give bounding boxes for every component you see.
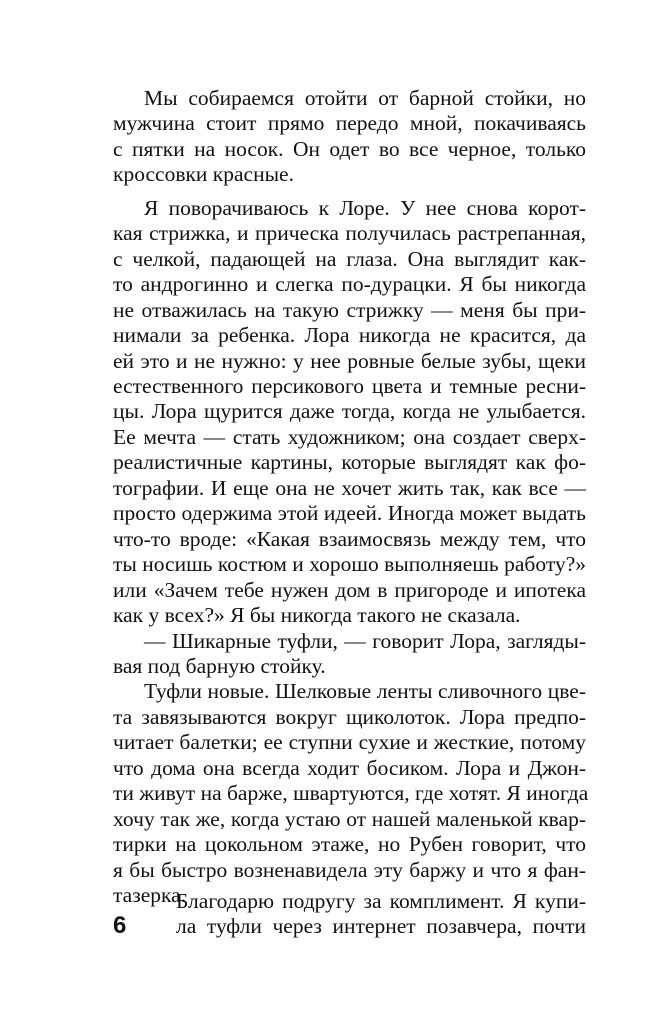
- text-line: с челкой, падающей на глаза. Она выглядит как-: [113, 246, 586, 271]
- text-line: кая стрижка, и прическа получилась растрепанная,: [113, 221, 586, 246]
- text-line: мужчина стоит прямо передо мной, покачиваясь: [113, 111, 586, 136]
- text-line: вая под барную стойку.: [113, 653, 326, 678]
- text-line: что дома она всегда ходит босиком. Лора и Джон-: [113, 755, 586, 780]
- text-line: читает балетки; ее ступни сухие и жесткие, потому: [113, 730, 586, 755]
- text-line: Ее мечта — стать художником; она создает сверх-: [113, 424, 586, 449]
- text-line: ей это и не нужно: у нее ровные белые зубы, щеки: [113, 348, 586, 373]
- text-line: естественного персикового цвета и темные ресни-: [113, 373, 586, 398]
- text-line: тазерка.: [113, 883, 187, 908]
- text-line: Благодарю подругу за комплимент. Я купи-: [176, 889, 586, 913]
- text-line: просто одержима этой идеей. Иногда может выдать: [113, 501, 586, 526]
- text-line: с пятки на носок. Он одет во все черное, только: [113, 136, 586, 161]
- text-line: реалистичные картины, которые выглядят как фо-: [113, 450, 586, 475]
- paragraph-1: [113, 86, 586, 188]
- text-line: Мы собираемся отойти от барной стойки, но: [144, 86, 586, 110]
- page-number: 6: [113, 912, 127, 939]
- paragraph-3-dialogue: [113, 629, 586, 680]
- text-line: что-то вроде: «Какая взаимосвязь между тем, что: [113, 526, 586, 551]
- paragraph-5-continued: [176, 889, 586, 940]
- text-line: я бы быстро возненавидела эту баржу и что я фан-: [113, 857, 586, 882]
- text-line: — Шикарные туфли, — говорит Лора, загляды-: [144, 628, 586, 653]
- text-line: тографии. И еще она не хочет жить так, как все —: [113, 475, 586, 500]
- text-line: цы. Лора щурится даже тогда, когда не улыбается.: [113, 399, 586, 424]
- page-body-text: [113, 86, 589, 909]
- text-line: нимали за ребенка. Лора никогда не красится, да: [113, 323, 586, 348]
- text-line: тирки на цокольном этаже, но Рубен говорит, что: [113, 832, 586, 857]
- text-line: ты носишь костюм и хорошо выполняешь работу?»: [113, 552, 586, 577]
- text-line: Туфли новые. Шелковые ленты сливочного цве-: [144, 679, 586, 704]
- text-line: ти живут на барже, швартуются, где хотят. Я иногда: [113, 781, 589, 806]
- paragraph-2: [113, 196, 586, 629]
- text-line: Я поворачиваюсь к Лоре. У нее снова корот-: [144, 195, 586, 220]
- text-line: или «Зачем тебе нужен дом в пригороде и ипотека: [113, 577, 586, 602]
- text-line: кроссовки красные.: [113, 162, 294, 187]
- text-line: как у всех?» Я бы никогда такого не сказала.: [113, 603, 521, 628]
- paragraph-4: [113, 679, 589, 908]
- text-line: хочу так же, когда устаю от нашей маленькой квар-: [113, 806, 586, 831]
- text-line: то андрогинно и слегка по-дурацки. Я бы никогда: [113, 272, 586, 297]
- text-line: ла туфли через интернет позавчера, почти: [176, 914, 586, 939]
- text-line: та завязываются вокруг щиколоток. Лора предпо-: [113, 704, 586, 729]
- text-line: не отважилась на такую стрижку — меня бы при-: [113, 297, 586, 322]
